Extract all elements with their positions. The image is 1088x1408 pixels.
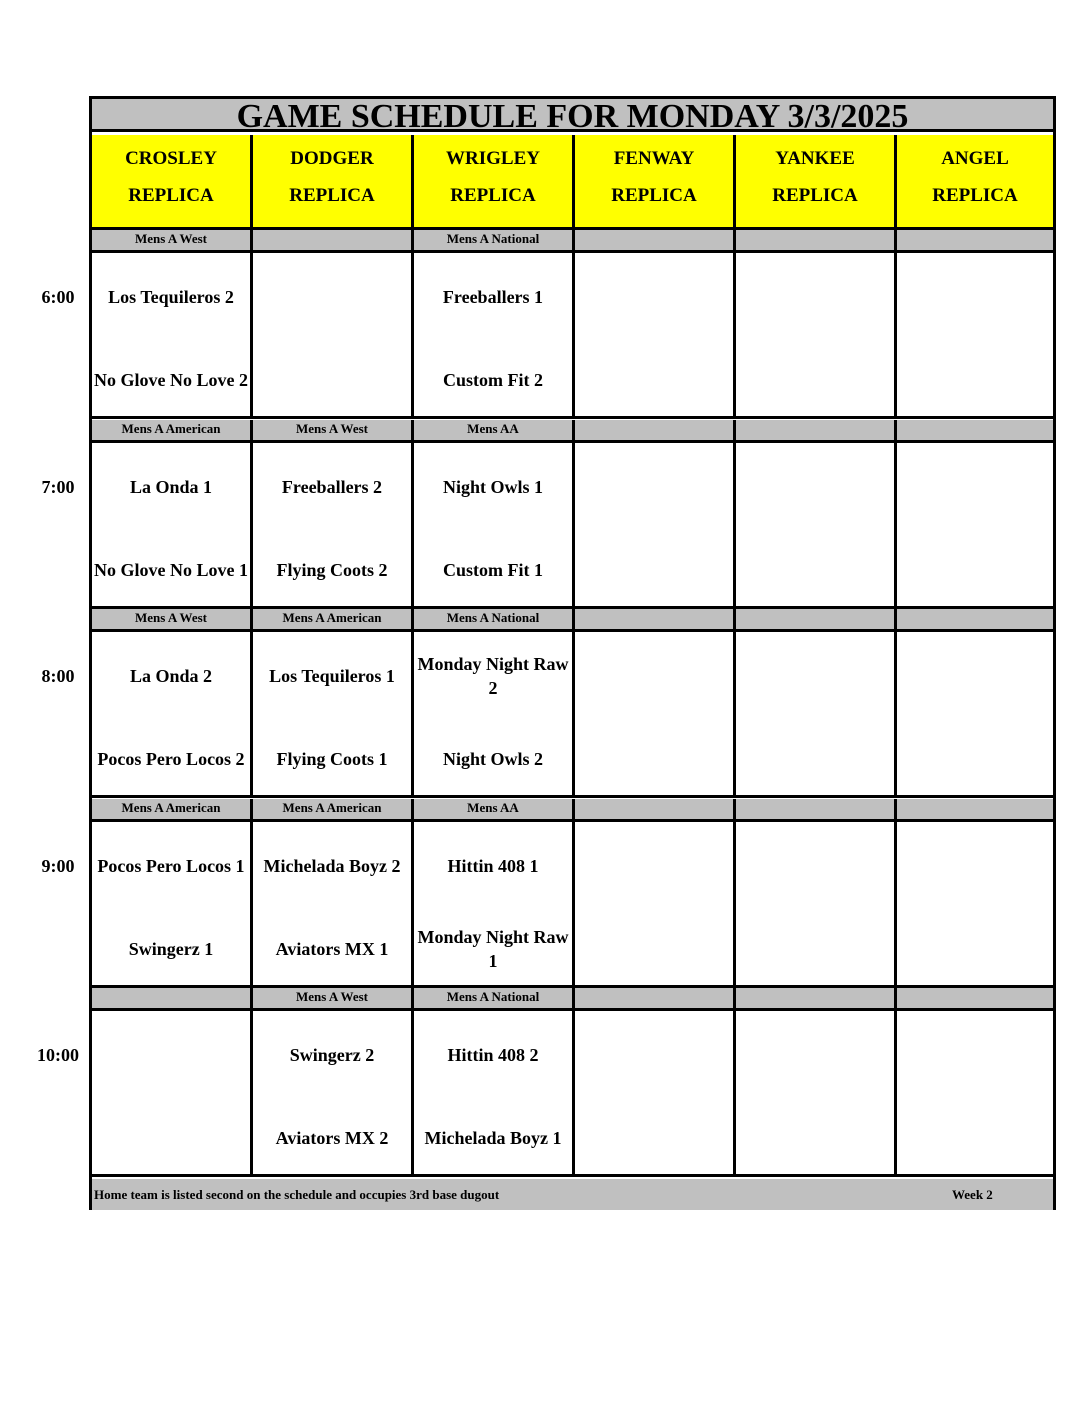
- home-team: Pocos Pero Locos 2: [97, 749, 245, 769]
- league-label: Mens A National: [414, 988, 575, 1011]
- game-cell: [736, 1011, 897, 1177]
- time-slot-label: 10:00: [37, 1045, 79, 1065]
- league-label: Mens A West: [92, 609, 253, 632]
- game-cell: [414, 632, 575, 798]
- field-name: WRIGLEY: [446, 148, 540, 169]
- league-label: [736, 420, 897, 443]
- game-cell: [92, 253, 253, 419]
- league-label: Mens AA: [414, 420, 575, 443]
- game-cell: [897, 443, 1053, 609]
- league-label: Mens A American: [92, 420, 253, 443]
- time-slot-label: 6:00: [41, 287, 75, 307]
- home-team: No Glove No Love 1: [94, 560, 248, 580]
- schedule-table: [89, 96, 1056, 1210]
- league-label: [736, 988, 897, 1011]
- game-cell: [736, 443, 897, 609]
- game-cell: [92, 632, 253, 798]
- away-team: Los Tequileros 2: [108, 287, 234, 307]
- time-slot-label: 9:00: [41, 856, 75, 876]
- game-cell: [414, 443, 575, 609]
- field-subtitle: REPLICA: [772, 185, 858, 206]
- field-name: DODGER: [290, 148, 374, 169]
- home-team: Aviators MX 1: [275, 939, 389, 959]
- league-label: [736, 799, 897, 822]
- league-label: [575, 609, 736, 632]
- field-name: ANGEL: [941, 148, 1009, 169]
- field-subtitle: REPLICA: [289, 185, 375, 206]
- field-header: [575, 135, 736, 230]
- field-name: CROSLEY: [125, 148, 217, 169]
- field-subtitle: REPLICA: [611, 185, 697, 206]
- away-team: Monday Night Raw 2: [417, 654, 569, 698]
- league-label: Mens A American: [253, 799, 414, 822]
- away-team: Pocos Pero Locos 1: [97, 856, 245, 876]
- game-cell: [575, 1011, 736, 1177]
- game-cell: [897, 632, 1053, 798]
- home-team: Night Owls 2: [442, 749, 543, 769]
- home-team-note: Home team is listed second on the schedule and occupies 3rd base dugout: [94, 1187, 500, 1202]
- game-cell: [575, 822, 736, 988]
- away-team: Freeballers 2: [281, 477, 383, 497]
- league-label: [575, 230, 736, 253]
- league-label: [253, 230, 414, 253]
- away-team: La Onda 2: [129, 666, 213, 686]
- field-header: [897, 135, 1053, 230]
- game-cell: [897, 822, 1053, 988]
- game-cell: [736, 822, 897, 988]
- field-subtitle: REPLICA: [450, 185, 536, 206]
- home-team: Flying Coots 2: [276, 560, 388, 580]
- game-cell: [92, 822, 253, 988]
- game-cell: [575, 632, 736, 798]
- league-label: Mens A American: [253, 609, 414, 632]
- time-slot-label: 8:00: [41, 666, 75, 686]
- page-title: GAME SCHEDULE FOR MONDAY 3/3/2025: [92, 99, 1053, 132]
- away-team: Michelada Boyz 2: [263, 856, 401, 876]
- league-label: [897, 799, 1053, 822]
- home-team: Monday Night Raw 1: [417, 927, 569, 971]
- footer-bar: [92, 1179, 1053, 1210]
- league-label: [92, 988, 253, 1011]
- away-team: La Onda 1: [129, 477, 213, 497]
- field-name: FENWAY: [613, 148, 695, 169]
- league-label: [575, 988, 736, 1011]
- game-cell: [414, 1011, 575, 1177]
- game-cell: [575, 253, 736, 419]
- game-cell: [253, 632, 414, 798]
- field-header: [736, 135, 897, 230]
- league-label: [575, 420, 736, 443]
- away-team: Hittin 408 1: [447, 856, 539, 876]
- league-label: [897, 988, 1053, 1011]
- league-label: Mens A West: [253, 420, 414, 443]
- league-label: Mens A American: [92, 799, 253, 822]
- away-team: Swingerz 2: [289, 1045, 375, 1065]
- game-cell: [897, 253, 1053, 419]
- league-label: Mens AA: [414, 799, 575, 822]
- game-cell: [897, 1011, 1053, 1177]
- time-slot-label: 7:00: [41, 477, 75, 497]
- away-team: Los Tequileros 1: [269, 666, 395, 686]
- home-team: Custom Fit 1: [443, 560, 543, 580]
- league-label: Mens A National: [414, 230, 575, 253]
- home-team: Michelada Boyz 1: [424, 1128, 562, 1148]
- league-label: [575, 799, 736, 822]
- game-cell: [575, 443, 736, 609]
- game-cell: [92, 1011, 253, 1177]
- home-team: Aviators MX 2: [275, 1128, 389, 1148]
- home-team: Swingerz 1: [128, 939, 214, 959]
- league-label: Mens A National: [414, 609, 575, 632]
- game-cell: [414, 822, 575, 988]
- game-cell: [253, 822, 414, 988]
- field-header: [92, 135, 253, 230]
- home-team: Flying Coots 1: [276, 749, 388, 769]
- away-team: Night Owls 1: [442, 477, 543, 497]
- away-team: Freeballers 1: [442, 287, 544, 307]
- league-label: Mens A West: [92, 230, 253, 253]
- league-label: [736, 230, 897, 253]
- game-cell: [92, 443, 253, 609]
- field-subtitle: REPLICA: [128, 185, 214, 206]
- league-label: Mens A West: [253, 988, 414, 1011]
- game-cell: [253, 253, 414, 419]
- home-team: No Glove No Love 2: [94, 370, 248, 390]
- field-header: [253, 135, 414, 230]
- league-label: [897, 609, 1053, 632]
- away-team: Hittin 408 2: [447, 1045, 539, 1065]
- game-cell: [253, 443, 414, 609]
- league-label: [897, 420, 1053, 443]
- game-cell: [414, 253, 575, 419]
- league-label: [736, 609, 897, 632]
- game-cell: [736, 632, 897, 798]
- field-name: YANKEE: [775, 148, 855, 169]
- field-subtitle: REPLICA: [932, 185, 1018, 206]
- league-label: [897, 230, 1053, 253]
- field-header: [414, 135, 575, 230]
- home-team: Custom Fit 2: [443, 370, 543, 390]
- week-label: Week 2: [952, 1187, 993, 1202]
- game-cell: [253, 1011, 414, 1177]
- game-cell: [736, 253, 897, 419]
